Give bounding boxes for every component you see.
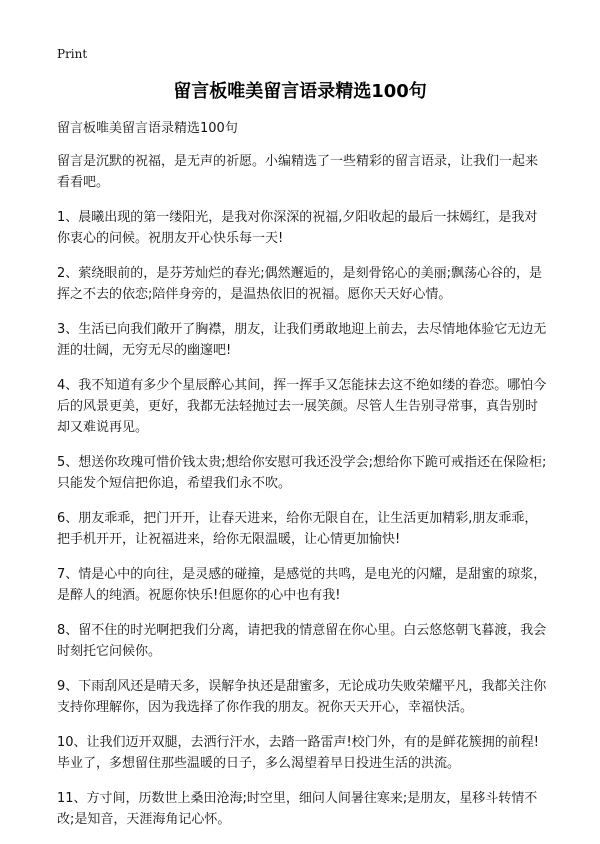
- quote-item-9: 9、下雨刮风还是晴天多，误解争执还是甜蜜多，无论成功失败荣耀平凡，我都关注你支持你理解你，因为我选择了你作我的朋友。祝你天天开心，幸福快活。: [57, 679, 547, 715]
- document-body: [57, 118, 549, 844]
- quote-item-6: 6、朋友乖乖，把门开开，让春天进来，给你无限自在，让生活更加精彩,朋友乖乖，把手机开开，让祝福进来，给你无限温暖，让心情更加愉快!: [57, 511, 538, 547]
- quote-item-11: 11、方寸间，历数世上桑田沧海;时空里，细问人间暑往寒来;是朋友，星移斗转情不改;是知音，天涯海角记心怀。: [57, 791, 538, 827]
- quote-item-2: 2、萦绕眼前的，是芬芳灿烂的春光;偶然邂逅的，是刻骨铭心的美丽;飘荡心谷的，是挥之不去的依恋;陪伴身旁的，是温热依旧的祝福。愿你天天好心情。: [57, 266, 543, 302]
- print-link[interactable]: Print: [57, 47, 88, 61]
- quote-item-8: 8、留不住的时光啊把我们分离，请把我的情意留在你心里。白云悠悠朝飞暮渡，我会时刻托它问候你。: [57, 623, 547, 659]
- quote-item-5: 5、想送你玫瑰可惜价钱太贵;想给你安慰可我还没学会;想给你下跪可戒指还在保险柜;只能发个短信把你追，希望我们永不吹。: [57, 455, 547, 491]
- quote-item-3: 3、生活已向我们敞开了胸襟，朋友，让我们勇敢地迎上前去，去尽情地体验它无边无涯的壮阔，无穷无尽的幽邃吧!: [57, 322, 547, 358]
- quote-item-4: 4、我不知道有多少个星辰醉心其间，挥一挥手又怎能抹去这不绝如缕的眷恋。哪怕今后的风景更美，更好，我都无法轻抛过去一展笑颜。尽管人生告别寻常事，真告别时却又难说再见。: [57, 378, 547, 435]
- document-title: 留言板唯美留言语录精选100句: [173, 81, 427, 102]
- quote-item-1: 1、晨曦出现的第一缕阳光，是我对你深深的祝福,夕阳收起的最后一抹嫣红，是我对你衷心的问候。祝朋友开心快乐每一天!: [57, 210, 538, 246]
- document-subtitle: 留言板唯美留言语录精选100句: [57, 121, 238, 136]
- quote-item-7: 7、情是心中的向往，是灵感的碰撞，是感觉的共鸣，是电光的闪耀，是甜蜜的琼浆，是醉人的纯酒。祝愿你快乐!但愿你的心中也有我!: [57, 567, 547, 603]
- quote-item-10: 10、让我们迈开双腿，去洒行汗水，去踏一路雷声!校门外，有的是鲜花簇拥的前程!毕业了，多想留住那些温暖的日子，多么渴望着早日投进生活的洪流。: [57, 735, 539, 771]
- intro-paragraph: 留言是沉默的祝福，是无声的祈愿。小编精选了一些精彩的留言语录，让我们一起来看看吧。: [57, 154, 539, 190]
